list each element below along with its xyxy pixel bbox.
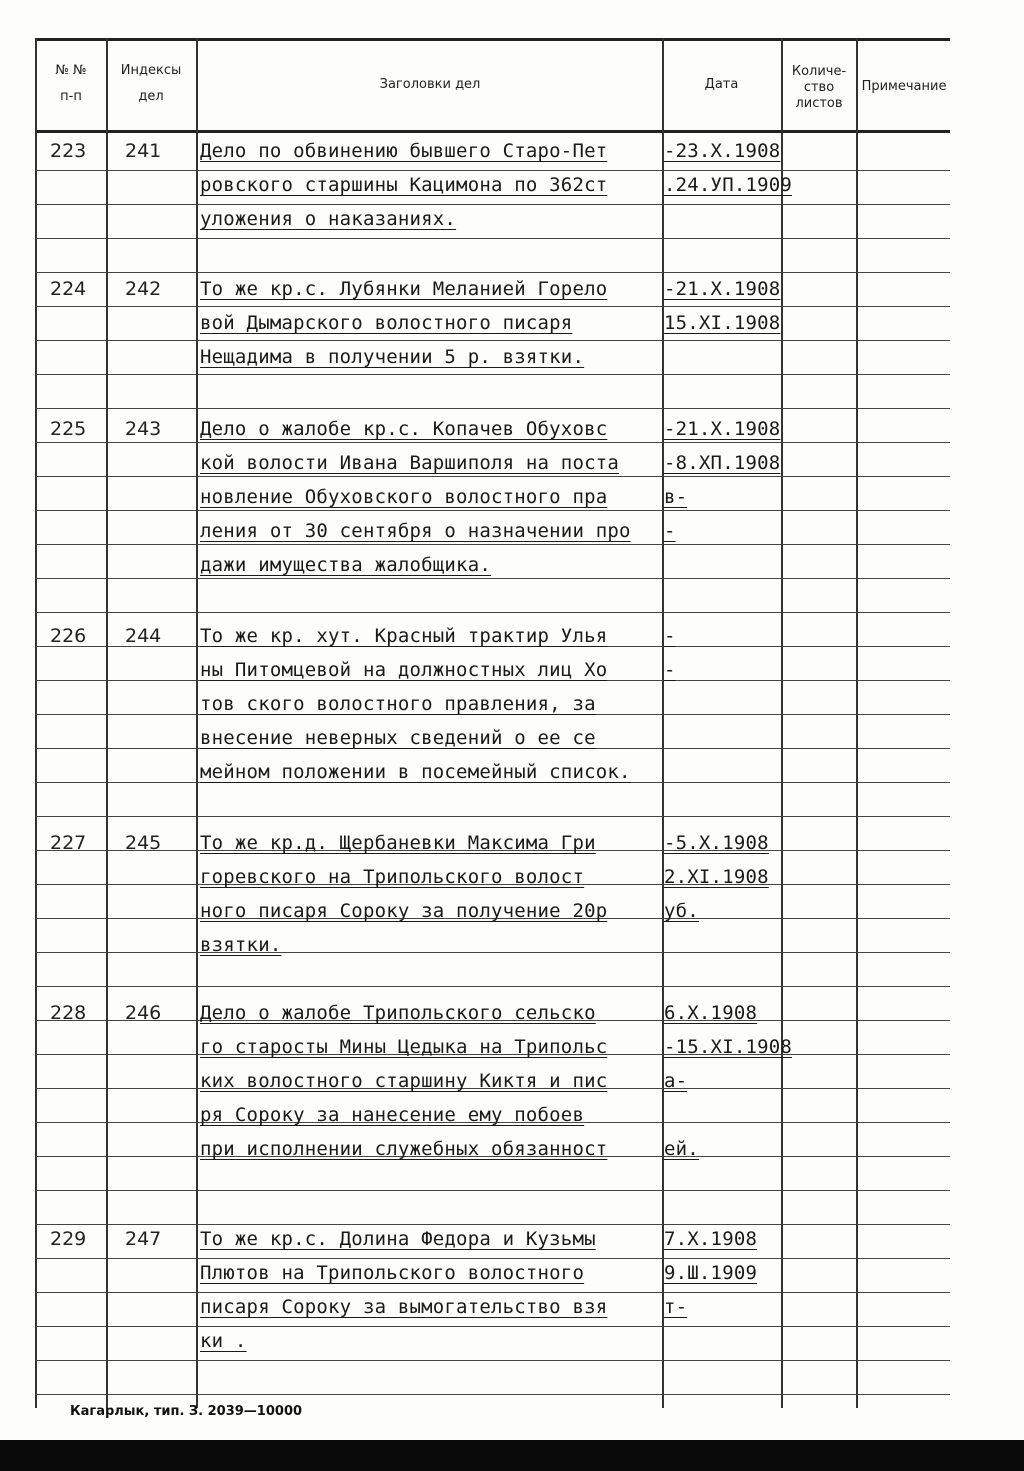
case-date-line: т- — [664, 1296, 688, 1318]
ruled-line — [35, 1224, 950, 1225]
case-date-line: в- — [664, 486, 688, 508]
row-index: 244 — [125, 625, 162, 647]
ruled-line — [35, 1360, 950, 1361]
column-divider — [662, 38, 664, 1408]
case-title-line: кой волости Ивана Варшиполя на поста — [200, 452, 620, 474]
printer-footer: Кагарлык, тип. З. 2039—10000 — [70, 1404, 303, 1419]
case-title-line: тов ского волостного правления, за — [200, 693, 596, 715]
ruled-line — [35, 408, 950, 409]
row-number: 223 — [50, 140, 87, 162]
header-note: Примечание — [861, 79, 947, 94]
case-title-line: уложения о наказаниях. — [200, 208, 457, 230]
case-title-line: ны Питомцевой на должностных лиц Хо — [200, 659, 608, 681]
case-date-line: 7.Х.1908 — [664, 1228, 758, 1250]
case-title-line: го старосты Мины Цедыка на Трипольс — [200, 1036, 608, 1058]
case-title-line: внесение неверных сведений о ее се — [200, 727, 596, 749]
case-title-line: при исполнении служебных обязанност — [200, 1138, 608, 1160]
case-title-line: писаря Сороку за вымогательство взя — [200, 1296, 608, 1318]
column-divider — [106, 38, 108, 1408]
case-date-line: - — [664, 659, 676, 681]
case-date-line: а- — [664, 1070, 688, 1092]
case-title-line: То же кр. хут. Красный трактир Улья — [200, 625, 608, 647]
row-index: 247 — [125, 1228, 162, 1250]
row-index: 245 — [125, 832, 162, 854]
case-title-line: Плютов на Трипольского волостного — [200, 1262, 585, 1284]
case-title-line: новление Обуховского волостного пра — [200, 486, 608, 508]
ruled-line — [35, 544, 950, 545]
ruled-line — [35, 1394, 950, 1395]
case-title-line: ких волостного старшину Киктя и пис — [200, 1070, 608, 1092]
case-title-line: ления от 30 сентября о назначении про — [200, 520, 631, 542]
case-title-line: ного писаря Сороку за получение 20р — [200, 900, 608, 922]
ruled-line — [35, 1190, 950, 1191]
case-date-line: -5.Х.1908 — [664, 832, 769, 854]
header-index: Индексы дел — [120, 63, 182, 104]
row-index: 241 — [125, 140, 162, 162]
row-index: 242 — [125, 278, 162, 300]
case-title-line: То же кр.с. Долина Федора и Кузьмы — [200, 1228, 596, 1250]
ruled-line — [35, 1258, 950, 1259]
case-date-line: ей. — [664, 1138, 699, 1160]
case-title-line: Дело о жалобе Трипольского сельско — [200, 1002, 596, 1024]
scan-edge — [0, 1440, 1024, 1471]
ruled-line — [35, 612, 950, 613]
case-date-line: 6.Х.1908 — [664, 1002, 758, 1024]
case-title-line: ровского старшины Кацимона по 362ст — [200, 174, 608, 196]
case-date-line: -23.Х.1908 — [664, 140, 781, 162]
ruled-line — [35, 952, 950, 953]
case-title-line: ки . — [200, 1330, 247, 1352]
ruled-line — [35, 170, 950, 171]
ruled-line — [35, 306, 950, 307]
column-divider — [196, 38, 198, 1408]
row-number: 225 — [50, 418, 87, 440]
row-number: 224 — [50, 278, 87, 300]
case-title-line: Дело по обвинению бывшего Старо-Пет — [200, 140, 608, 162]
row-index: 246 — [125, 1002, 162, 1024]
column-divider — [35, 38, 37, 1408]
ruled-line — [35, 1326, 950, 1327]
ruled-line — [35, 204, 950, 205]
case-date-line: 9.Ш.1909 — [664, 1262, 758, 1284]
row-number: 227 — [50, 832, 87, 854]
ruled-line — [35, 510, 950, 511]
case-title-line: мейном положении в посемейный список. — [200, 761, 631, 783]
ruled-line — [35, 442, 950, 443]
ruled-line — [35, 986, 950, 987]
case-date-line: -21.Х.1908 — [664, 278, 781, 300]
case-date-line: 15.ХI.1908 — [664, 312, 781, 334]
case-date-line: 2.ХI.1908 — [664, 866, 769, 888]
header-title: Заголовки дел — [379, 77, 481, 92]
case-title-line: дажи имущества жалобщика. — [200, 554, 491, 576]
row-number: 228 — [50, 1002, 87, 1024]
case-title-line: Нещадима в получении 5 р. взятки. — [200, 346, 585, 368]
case-date-line: -15.ХI.1908 — [664, 1036, 793, 1058]
row-number: 226 — [50, 625, 87, 647]
ruled-line — [35, 816, 950, 817]
table-top-border — [35, 38, 950, 41]
ruled-line — [35, 374, 950, 375]
case-date-line: уб. — [664, 900, 699, 922]
header-sheets: Количе- ство листов — [791, 64, 847, 111]
ruled-line — [35, 272, 950, 273]
row-index: 243 — [125, 418, 162, 440]
ruled-line — [35, 238, 950, 239]
case-title-line: взятки. — [200, 934, 282, 956]
column-divider — [781, 38, 783, 1408]
case-date-line: - — [664, 625, 676, 647]
case-date-line: -8.ХП.1908 — [664, 452, 781, 474]
case-title-line: Дело о жалобе кр.с. Копачев Обуховс — [200, 418, 608, 440]
case-title-line: То же кр.с. Лубянки Меланией Горело — [200, 278, 608, 300]
case-title-line: ря Сороку за нанесение ему побоев — [200, 1104, 585, 1126]
case-date-line: .24.УП.1909 — [664, 174, 793, 196]
case-date-line: -21.Х.1908 — [664, 418, 781, 440]
case-title-line: горевского на Трипольского волост — [200, 866, 585, 888]
header-no: № № п-п — [55, 63, 87, 104]
column-divider — [856, 38, 858, 1408]
ruled-line — [35, 578, 950, 579]
header-date: Дата — [704, 77, 739, 92]
case-date-line: - — [664, 520, 676, 542]
ruled-line — [35, 1292, 950, 1293]
row-number: 229 — [50, 1228, 87, 1250]
case-title-line: вой Дымарского волостного писаря — [200, 312, 573, 334]
ruled-line — [35, 340, 950, 341]
ruled-line — [35, 476, 950, 477]
table-header-border — [35, 130, 950, 133]
case-title-line: То же кр.д. Щербаневки Максима Гри — [200, 832, 596, 854]
